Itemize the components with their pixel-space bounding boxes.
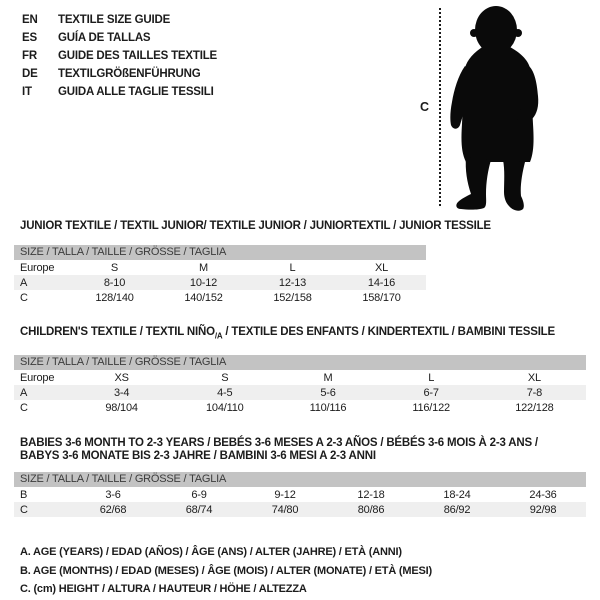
size-header-bar: SIZE / TALLA / TAILLE / GRÖSSE / TAGLIA	[14, 355, 586, 370]
size-cell: XS	[114, 372, 129, 385]
guide-title-de: TEXTILGRÖßENFÜHRUNG	[58, 68, 201, 80]
guide-title-en: TEXTILE SIZE GUIDE	[58, 14, 171, 26]
size-cell: 12-18	[357, 489, 385, 502]
size-cell: 6-7	[423, 387, 439, 400]
size-cell: 12-13	[278, 277, 307, 289]
size-cell: 10-12	[189, 277, 218, 289]
table-row	[14, 385, 586, 400]
size-cell: 6-9	[191, 489, 207, 502]
lang-code: FR	[22, 50, 37, 62]
title-line-2: BABYS 3-6 MONATE BIS 2-3 JAHRE / BAMBINI 3-6 MESI A 2-3 ANNI	[20, 450, 376, 463]
lang-row-it	[22, 83, 217, 101]
section-junior-textile	[14, 220, 586, 305]
size-header-bar: SIZE / TALLA / TAILLE / GRÖSSE / TAGLIA	[14, 245, 426, 260]
guide-title-es: GUÍA DE TALLAS	[58, 32, 151, 44]
title-part: CHILDREN'S TEXTILE / TEXTIL NIÑO	[20, 326, 215, 338]
size-cell: 122/128	[515, 402, 554, 415]
size-tables	[0, 220, 600, 517]
size-cell: 152/158	[273, 292, 312, 304]
size-cell: 158/170	[362, 292, 401, 304]
legend-height: C. (cm) HEIGHT / ALTURA / HAUTEUR / HÖHE / ALTEZZA	[20, 583, 307, 596]
language-title-list	[22, 11, 217, 101]
section-title-children	[14, 326, 586, 342]
size-cell: 14-16	[367, 277, 396, 289]
size-cell: 8-10	[103, 277, 126, 289]
section-babies-textile	[14, 437, 586, 517]
children-size-table	[14, 370, 586, 415]
table-row	[14, 260, 426, 275]
size-cell: 98/104	[105, 402, 138, 415]
table-row	[14, 487, 586, 502]
section-title-junior: JUNIOR TEXTILE / TEXTIL JUNIOR/ TEXTILE JUNIOR / JUNIORTEXTIL / JUNIOR TESSILE	[20, 220, 491, 232]
size-cell: 140/152	[184, 292, 223, 304]
size-cell: XL	[374, 262, 389, 274]
babies-size-table	[14, 487, 586, 517]
table-row	[14, 502, 586, 517]
height-figure	[420, 0, 600, 213]
size-cell: 24-36	[529, 489, 557, 502]
size-cell: 128/140	[95, 292, 134, 304]
header-area	[0, 0, 600, 213]
legend	[20, 543, 586, 599]
size-cell: 3-6	[105, 489, 121, 502]
row-label: C	[20, 402, 28, 415]
row-label: C	[20, 504, 28, 517]
size-cell: 116/122	[412, 402, 450, 415]
title-part: / TEXTILE DES ENFANTS / KINDERTEXTIL / BAMBINI TESSILE	[222, 326, 555, 338]
baby-silhouette-icon	[450, 4, 562, 212]
guide-title-fr: GUIDE DES TAILLES TEXTILE	[58, 50, 217, 62]
size-cell: XL	[527, 372, 541, 385]
lang-row-es	[22, 29, 217, 47]
table-row	[14, 275, 426, 290]
size-cell: 4-5	[217, 387, 233, 400]
size-cell: 74/80	[271, 504, 299, 517]
size-cell: 92/98	[529, 504, 557, 517]
lang-code: EN	[22, 14, 38, 26]
size-cell: 9-12	[274, 489, 296, 502]
size-cell: 110/116	[309, 402, 347, 415]
size-cell: 80/86	[357, 504, 385, 517]
table-row	[14, 400, 586, 415]
size-cell: 18-24	[443, 489, 471, 502]
height-measure-dotted-line	[439, 8, 441, 206]
size-cell: 86/92	[443, 504, 471, 517]
title-subscript: /A	[214, 331, 223, 341]
size-cell: 68/74	[185, 504, 213, 517]
lang-row-en	[22, 11, 217, 29]
size-cell: L	[289, 262, 296, 274]
lang-row-de	[22, 65, 217, 83]
row-label: Europe	[20, 372, 55, 385]
size-cell: 3-4	[113, 387, 130, 400]
row-label: C	[20, 292, 28, 304]
size-cell: L	[428, 372, 435, 385]
lang-code: IT	[22, 86, 32, 98]
row-label: B	[20, 489, 28, 502]
lang-code: ES	[22, 32, 37, 44]
title-line-1: BABIES 3-6 MONTH TO 2-3 YEARS / BEBÉS 3-6 MESES A 2-3 AÑOS / BÉBÉS 3-6 MOIS À 2-3 ANS /	[20, 437, 538, 450]
lang-code: DE	[22, 68, 38, 80]
size-header-bar: SIZE / TALLA / TAILLE / GRÖSSE / TAGLIA	[14, 472, 586, 487]
size-cell: M	[199, 262, 208, 274]
size-cell: 104/110	[206, 402, 244, 415]
lang-row-fr	[22, 47, 217, 65]
legend-age-months: B. AGE (MONTHS) / EDAD (MESES) / ÂGE (MOIS) / ALTER (MONATE) / ETÀ (MESI)	[20, 564, 432, 577]
size-cell: 5-6	[320, 387, 336, 400]
row-label: Europe	[20, 262, 55, 274]
size-cell: S	[110, 262, 119, 274]
legend-age-years: A. AGE (YEARS) / EDAD (AÑOS) / ÂGE (ANS) / ALTER (JAHRE) / ETÀ (ANNI)	[20, 546, 402, 559]
size-cell: M	[323, 372, 333, 385]
section-children-textile	[14, 326, 586, 415]
table-row	[14, 290, 426, 305]
size-cell: 7-8	[526, 387, 543, 400]
size-cell: S	[221, 372, 229, 385]
junior-size-table	[14, 260, 426, 305]
guide-title-it: GUIDA ALLE TAGLIE TESSILI	[58, 86, 214, 98]
row-label: A	[20, 277, 28, 289]
section-title-babies	[14, 437, 586, 463]
height-measure-label: C	[420, 100, 429, 114]
size-cell: 62/68	[99, 504, 127, 517]
row-label: A	[20, 387, 28, 400]
table-row	[14, 370, 586, 385]
